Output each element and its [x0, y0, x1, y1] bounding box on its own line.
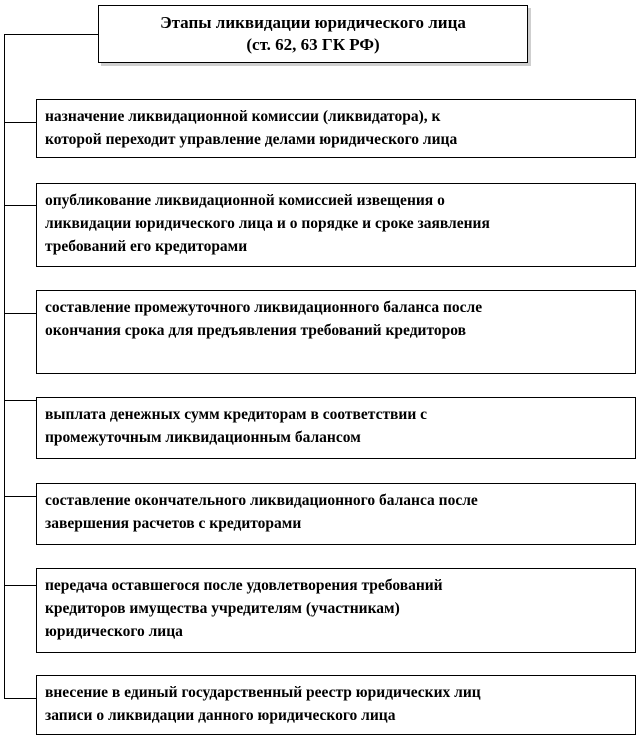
connector-to-title	[4, 34, 98, 35]
step-4-line-2: промежуточным ликвидационным балансом	[45, 429, 361, 446]
title-line-2: (ст. 62, 63 ГК РФ)	[246, 35, 380, 54]
connector-to-step-2	[4, 205, 36, 206]
step-2-line-3: требований его кредиторами	[45, 238, 248, 255]
connector-to-step-5	[4, 496, 36, 497]
step-1-line-2: которой переходит управление делами юридического лица	[45, 131, 458, 148]
step-7-line-2: записи о ликвидации данного юридического лица	[45, 707, 396, 724]
step-7-box	[36, 675, 636, 735]
connector-to-step-4	[4, 400, 36, 401]
step-5-line-2: завершения расчетов с кредиторами	[45, 515, 302, 532]
step-3-line-1: составление промежуточного ликвидационного баланса после	[45, 299, 483, 316]
step-5-box	[36, 483, 636, 545]
connector-to-step-7	[4, 698, 36, 699]
step-2-box	[36, 183, 636, 267]
step-6-line-1: передача оставшегося после удовлетворения требований	[45, 577, 443, 594]
diagram-title-box	[98, 5, 528, 63]
step-1-line-1: назначение ликвидационной комиссии (ликвидатора), к	[45, 108, 441, 125]
title-line-1: Этапы ликвидации юридического лица	[160, 13, 466, 32]
connector-to-step-6	[4, 585, 36, 586]
step-4-line-1: выплата денежных сумм кредиторам в соответствии с	[45, 406, 428, 423]
step-3-box	[36, 290, 636, 374]
step-3-line-2: окончания срока для предъявления требований кредиторов	[45, 322, 467, 339]
step-6-box	[36, 568, 636, 653]
connector-trunk	[4, 34, 5, 699]
step-6-line-2: кредиторов имущества учредителям (участникам)	[45, 600, 400, 617]
step-2-line-2: ликвидации юридического лица и о порядке и сроке заявления	[45, 215, 490, 232]
connector-to-step-1	[4, 122, 36, 123]
step-1-box	[36, 99, 636, 158]
step-7-line-1: внесение в единый государственный реестр юридических лиц	[45, 684, 481, 701]
step-6-line-3: юридического лица	[45, 623, 183, 640]
connector-to-step-3	[4, 313, 36, 314]
step-5-line-1: составление окончательного ликвидационного баланса после	[45, 492, 478, 509]
step-4-box	[36, 397, 636, 459]
step-2-line-1: опубликование ликвидационной комиссией извещения о	[45, 192, 445, 209]
